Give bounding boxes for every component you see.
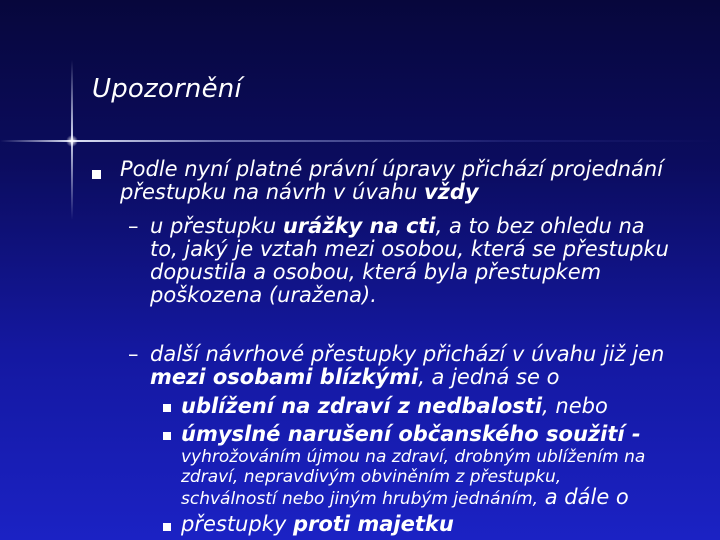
main-point-emphasis-vzdy: vždy (423, 180, 479, 204)
sub2-emphasis-osoby-blizke: mezi osobami blízkými (150, 365, 419, 389)
item-2-detail-line-3 (181, 485, 629, 509)
item-1-text: , nebo (542, 394, 608, 418)
main-point-line-2 (120, 180, 479, 204)
sub-point-2-line-1: další návrhové přestupky přichází v úvahu již jen (150, 342, 665, 366)
bullet-square-item-2 (163, 432, 171, 440)
decor-horizontal-glow (0, 140, 720, 142)
item-2-detail-line-2: zdraví, nepravdivým obviněním z přestupku, (181, 467, 562, 487)
bullet-square-item-3 (163, 523, 171, 531)
item-1-line (181, 394, 608, 418)
sub-point-1-line-1 (150, 214, 645, 238)
item-1-emphasis: ublížení na zdraví z nedbalosti (181, 394, 543, 418)
bullet-square-item-1 (163, 404, 171, 412)
sub-point-2-line-2 (150, 365, 559, 389)
item-3-emphasis: proti majetku (292, 512, 454, 536)
item-2-continuation: a dále o (538, 485, 629, 509)
sub-point-1-line-4: poškozena (uražena). (150, 283, 377, 307)
sub1-emphasis-urazky: urážky na cti (282, 214, 436, 238)
dash-marker-2: – (128, 342, 139, 366)
dash-marker-1: – (128, 214, 139, 238)
sub1-text-a: u přestupku (150, 214, 283, 238)
sub-point-1-line-3: dopustila a osobou, která byla přestupkem (150, 260, 602, 284)
main-point-line-1 (120, 157, 663, 181)
main-point-text-1: Podle nyní platné právní úpravy přichází projednání (120, 157, 664, 181)
item-2-emphasis: úmyslné narušení občanského soužití - (181, 422, 641, 446)
item-2-detail-line-1: vyhrožováním újmou na zdraví, drobným ublížením na (181, 447, 646, 467)
sub2-text-b: , a jedná se o (418, 365, 560, 389)
item-3-text: přestupky (181, 512, 293, 536)
item-2-detail-text: schválností nebo jiným hrubým jednáním, (181, 489, 539, 509)
sub1-text-b: , a to bez ohledu na (435, 214, 645, 238)
bullet-square-main (92, 170, 101, 179)
item-2-line (181, 422, 641, 446)
item-3-line (181, 512, 454, 536)
main-point-text-2: přestupku na návrh v úvahu (120, 180, 424, 204)
decor-sparkle (66, 135, 78, 147)
sub-point-1-line-2: to, jaký je vztah mezi osobou, která se přestupku (150, 237, 669, 261)
slide-title: Upozornění (92, 74, 242, 104)
